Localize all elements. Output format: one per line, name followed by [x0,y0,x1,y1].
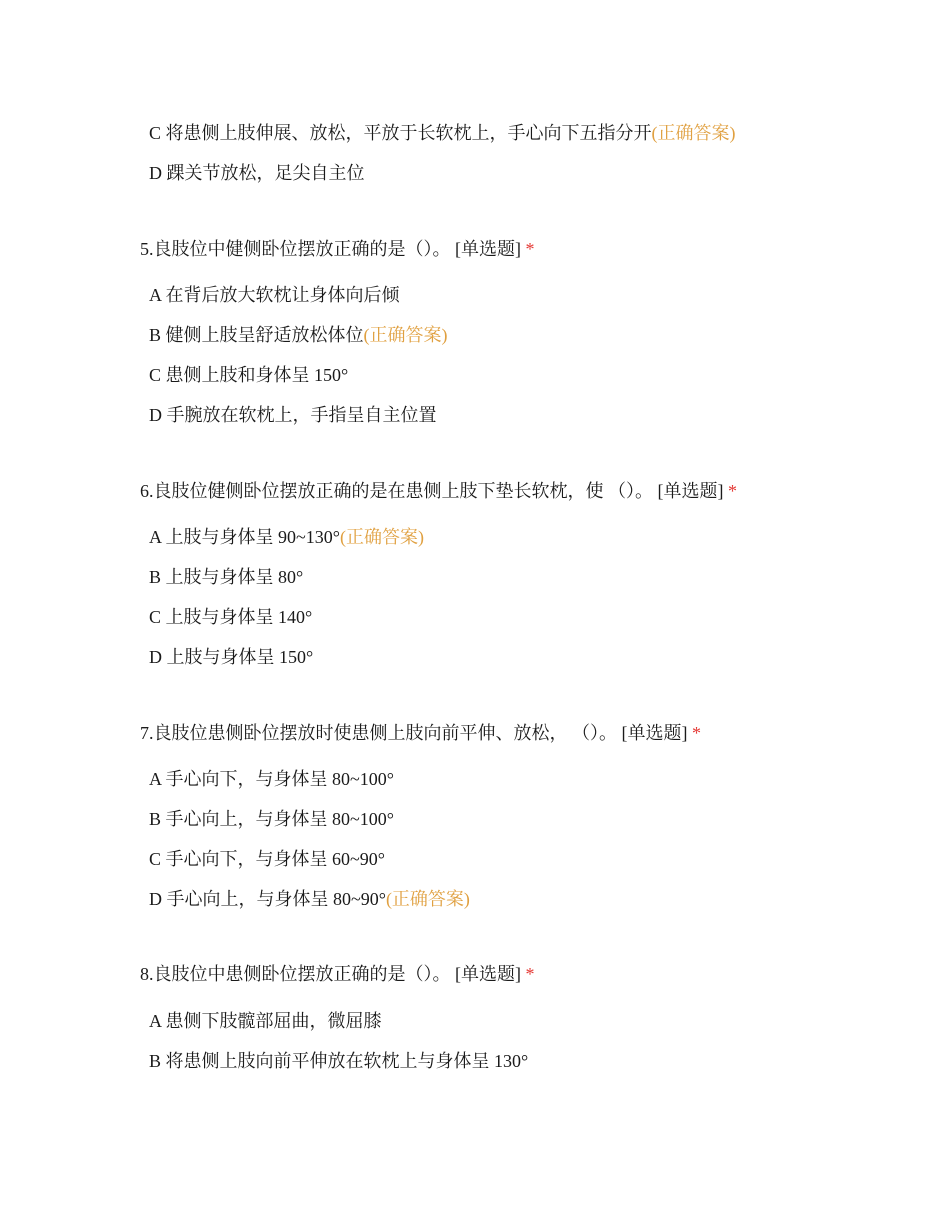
option-text: D 上肢与身体呈 150° [149,647,314,667]
question-title [140,721,701,745]
question-title [140,479,737,503]
option-text: D 手心向上，与身体呈 80~90° [149,889,386,909]
question-text: 7.良肢位患侧卧位摆放时使患侧上肢向前平伸、放松， （）。 [140,723,617,743]
option-item [149,525,424,549]
option-item [149,363,348,387]
option-text: B 将患侧上肢向前平伸放在软枕上与身体呈 130° [149,1051,529,1071]
question-text: 6.良肢位健侧卧位摆放正确的是在患侧上肢下垫长软枕，使 （）。 [140,481,653,501]
question-type-tag: [单选题] [657,481,724,501]
option-item [149,161,365,185]
option-item [149,887,470,911]
option-item [149,645,313,669]
option-item [149,323,448,347]
option-text: B 上肢与身体呈 80° [149,567,304,587]
correct-answer-tag: (正确答案) [363,325,448,345]
correct-answer-tag: (正确答案) [339,527,424,547]
question-title [140,237,535,261]
required-mark: * [525,239,535,259]
option-item [149,1049,528,1073]
option-text: B 手心向上，与身体呈 80~100° [149,809,394,829]
option-text: A 在背后放大软枕让身体向后倾 [149,285,400,305]
question-text: 5.良肢位中健侧卧位摆放正确的是（）。 [140,239,451,259]
option-item [149,283,400,307]
option-text: C 患侧上肢和身体呈 150° [149,365,349,385]
question-type-tag: [单选题] [455,239,521,259]
question-type-tag: [单选题] [621,723,688,743]
option-item [149,1009,382,1033]
option-item [149,847,385,871]
option-text: C 将患侧上肢伸展、放松，平放于长软枕上，手心向下五指分开 [149,123,652,143]
option-text: A 上肢与身体呈 90~130° [149,527,340,547]
question-text: 8.良肢位中患侧卧位摆放正确的是（）。 [140,964,451,984]
correct-answer-tag: (正确答案) [385,889,470,909]
question-type-tag: [单选题] [455,964,521,984]
option-text: C 手心向下，与身体呈 60~90° [149,849,385,869]
question-title [140,962,535,986]
option-text: C 上肢与身体呈 140° [149,607,313,627]
option-text: D 手腕放在软枕上，手指呈自主位置 [149,405,437,425]
option-item [149,605,312,629]
option-text: B 健侧上肢呈舒适放松体位 [149,325,364,345]
option-text: A 手心向下，与身体呈 80~100° [149,769,394,789]
required-mark: * [692,723,701,743]
required-mark: * [525,964,535,984]
correct-answer-tag: (正确答案) [651,123,736,143]
option-item [149,403,437,427]
option-item [149,565,303,589]
option-item [149,807,394,831]
option-item [149,121,736,145]
option-item [149,767,394,791]
required-mark: * [728,481,737,501]
option-text: A 患侧下肢髋部屈曲，微屈膝 [149,1011,382,1031]
option-text: D 踝关节放松，足尖自主位 [149,163,365,183]
